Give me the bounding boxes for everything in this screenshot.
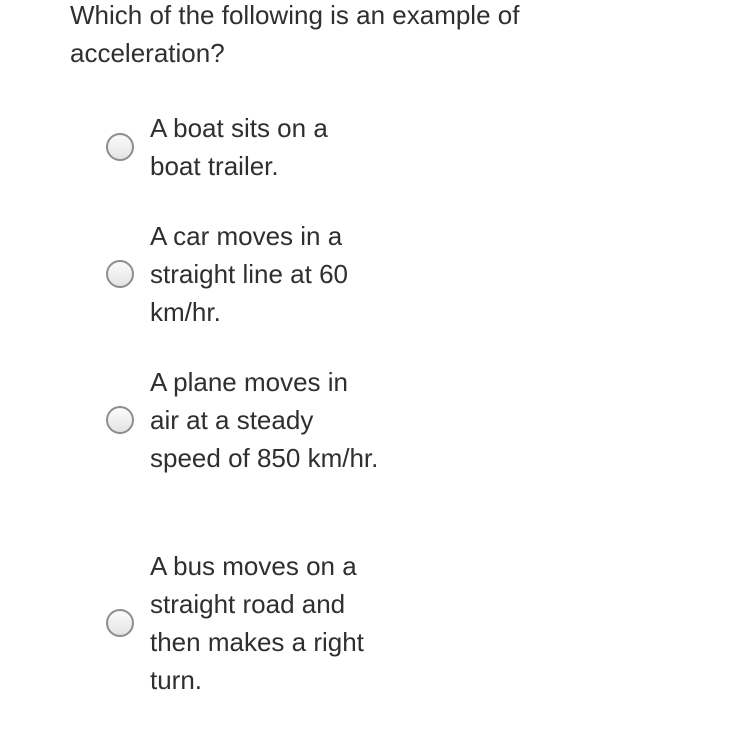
answer-option-4[interactable] — [106, 547, 380, 699]
answer-option-label: A boat sits on a boat trailer. — [150, 113, 328, 181]
answer-option-2[interactable] — [106, 217, 380, 331]
question-text: Which of the following is an example of acceleration? — [70, 0, 520, 68]
answer-option-label: A plane moves in air at a steady speed of 850 km/hr. — [150, 367, 379, 473]
answer-option-label: A car moves in a straight line at 60 km/hr. — [150, 221, 349, 327]
radio-button-icon[interactable] — [106, 609, 134, 637]
answer-option-label: A bus moves on a straight road and then makes a right turn. — [150, 551, 364, 695]
radio-button-icon[interactable] — [106, 260, 134, 288]
radio-button-icon[interactable] — [106, 406, 134, 434]
radio-button-icon[interactable] — [106, 133, 134, 161]
answer-option-1[interactable] — [106, 109, 380, 185]
answer-option-3[interactable] — [106, 363, 380, 477]
